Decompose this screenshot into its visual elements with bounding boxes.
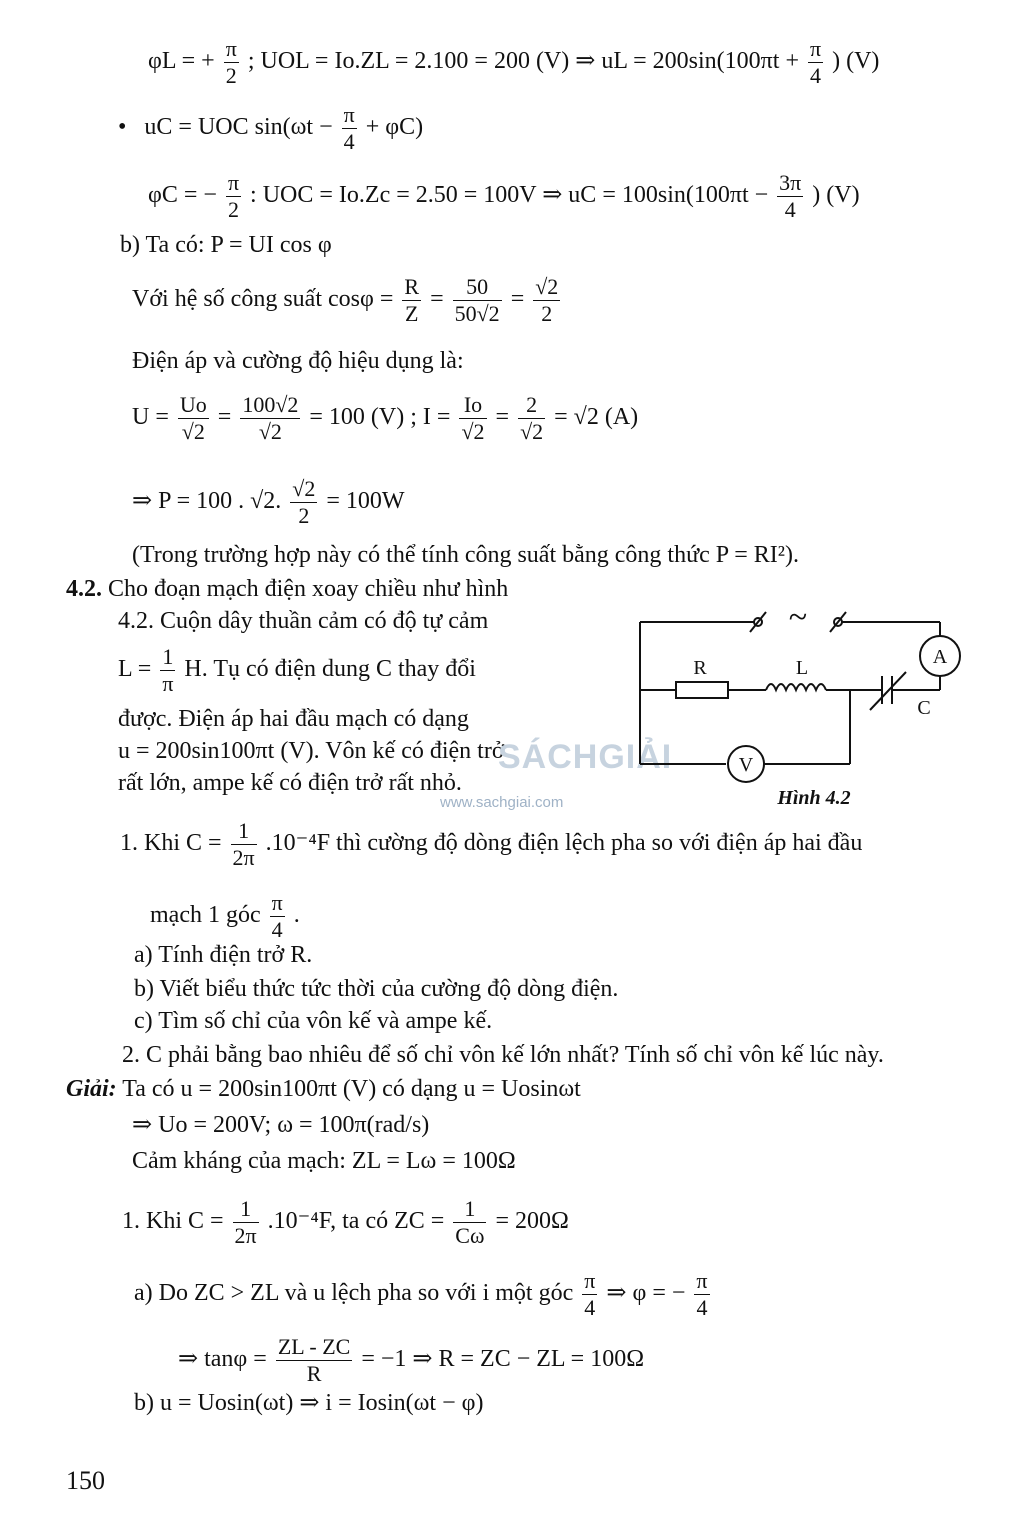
solution-line-6 xyxy=(178,1334,644,1387)
fraction: $\frac{√2}{2}$ xyxy=(292,476,316,528)
ac-source-icon: ~ xyxy=(788,599,808,636)
solution-line-1 xyxy=(66,1074,581,1104)
text: uC = UOC sin(ωt − xyxy=(144,114,333,141)
solution-line-7: b) u = Uosin(ωt) ⇒ i = Iosin(ωt − φ) xyxy=(134,1390,484,1416)
text: U = xyxy=(132,404,169,431)
fraction: $\frac{Io}{√2}$ xyxy=(461,392,485,444)
solution-line-3: Cảm kháng của mạch: ZL = Lω = 100Ω xyxy=(132,1148,516,1174)
fraction: $\frac{\pi}{2}$ xyxy=(225,36,237,88)
fraction: $\frac{\pi}{4}$ xyxy=(584,1268,596,1320)
text: . xyxy=(293,902,300,929)
problem-number: 4.2. xyxy=(66,576,102,602)
question-1c: c) Tìm số chỉ của vôn kế và ampe kế. xyxy=(134,1008,493,1034)
fraction: $\frac{ZL - ZC}{R}$ xyxy=(277,1334,351,1386)
fraction: $\frac{√2}{2}$ xyxy=(535,274,559,326)
text: ; UOL = Io.ZL = 2.100 = 200 (V) ⇒ uL = 200sin(100πt + xyxy=(247,48,799,75)
text: Với hệ số công suất cosφ = xyxy=(132,286,394,313)
page-number: 150 xyxy=(66,1466,105,1495)
problem-4-2-line-5: u = 200sin100πt (V). Vôn kế có điện trở xyxy=(118,738,505,764)
problem-4-2-line-3 xyxy=(118,644,476,697)
text: L = xyxy=(118,656,152,683)
fraction: $\frac{\pi}{4}$ xyxy=(696,1268,708,1320)
solution-label: Giải: xyxy=(66,1076,117,1102)
watermark-brand: SÁCHGIẢI xyxy=(498,738,673,776)
line-power-factor xyxy=(132,274,563,327)
text: H. Tụ có điện dung C thay đổi xyxy=(184,656,476,683)
text: = xyxy=(430,286,444,313)
text: .10⁻⁴F thì cường độ dòng điện lệch pha so với điện áp hai đầu xyxy=(265,830,863,857)
fraction: $\frac{\pi}{4}$ xyxy=(810,36,822,88)
text: = xyxy=(510,286,525,313)
resistor-label: R xyxy=(693,657,707,679)
text: Ta có u = 200sin100πt (V) có dạng u = Uosinωt xyxy=(122,1076,581,1102)
text: φC = − xyxy=(148,182,217,209)
question-1 xyxy=(120,818,862,871)
bullet: • xyxy=(118,114,127,141)
line-power-result xyxy=(132,476,405,529)
fraction: $\frac{\pi}{4}$ xyxy=(343,102,355,154)
line-uC-expression xyxy=(118,102,423,155)
line-rms-values xyxy=(132,392,638,445)
fraction: $\frac{\pi}{2}$ xyxy=(227,170,240,222)
text: 1. Khi C = xyxy=(122,1208,224,1235)
question-1b: b) Viết biểu thức tức thời của cường độ dòng điện. xyxy=(134,976,619,1002)
solution-line-4 xyxy=(122,1196,569,1249)
text: = −1 ⇒ R = ZC − ZL = 100Ω xyxy=(361,1346,645,1373)
fraction: $\frac{1}{C\omega}$ xyxy=(455,1196,485,1248)
fraction: $\frac{Uo}{√2}$ xyxy=(179,392,207,444)
text: = xyxy=(495,404,510,431)
fraction: $\frac{\pi}{4}$ xyxy=(271,890,283,942)
fraction: $\frac{2}{√2}$ xyxy=(520,392,544,444)
fraction: $\frac{1}{2\pi}$ xyxy=(232,818,255,870)
text: ) (V) xyxy=(832,48,880,75)
ammeter-label: A xyxy=(932,646,948,668)
fraction: $\frac{R}{Z}$ xyxy=(404,274,420,326)
fraction: $\frac{50}{50√2}$ xyxy=(454,274,500,326)
question-1a: a) Tính điện trở R. xyxy=(134,942,313,968)
line-phi-C xyxy=(148,170,860,223)
text: ⇒ tanφ = xyxy=(178,1346,267,1373)
question-2: 2. C phải bằng bao nhiêu để số chỉ vôn kế lớn nhất? Tính số chỉ vôn kế lúc này. xyxy=(122,1042,884,1068)
problem-4-2-line-1 xyxy=(66,574,508,604)
text: ⇒ P = 100 . √2. xyxy=(132,488,282,515)
text: φL = + xyxy=(148,48,215,75)
problem-4-2-line-4: được. Điện áp hai đầu mạch có dạng xyxy=(118,706,469,732)
text: = 100 (V) ; I = xyxy=(309,404,451,431)
problem-4-2-line-2: 4.2. Cuộn dây thuần cảm có độ tự cảm xyxy=(118,608,489,634)
text: a) Do ZC > ZL và u lệch pha so với i một góc xyxy=(134,1280,574,1307)
text: = 100W xyxy=(326,488,405,515)
text: ) (V) xyxy=(812,182,860,209)
solution-line-5 xyxy=(134,1268,713,1321)
fraction: $\frac{3\pi}{4}$ xyxy=(779,170,802,222)
inductor-label: L xyxy=(795,657,809,679)
text: .10⁻⁴F, ta có ZC = xyxy=(267,1208,445,1235)
text: : UOC = Io.Zc = 2.50 = 100V ⇒ uC = 100sin(100πt − xyxy=(250,182,769,209)
text: 1. Khi C = xyxy=(120,830,222,857)
fraction: $\frac{100√2}{√2}$ xyxy=(242,392,299,444)
text: = √2 (A) xyxy=(554,404,639,431)
line-phi-L xyxy=(148,36,879,89)
text: + φC) xyxy=(365,114,424,141)
problem-4-2-line-6: rất lớn, ampe kế có điện trở rất nhỏ. xyxy=(118,770,462,796)
circuit-diagram xyxy=(630,592,970,812)
fraction: $\frac{1}{2\pi}$ xyxy=(234,1196,257,1248)
figure-caption: Hình 4.2 xyxy=(777,787,851,809)
line-power-formula: b) Ta có: P = UI cos φ xyxy=(120,232,332,258)
text: Cho đoạn mạch điện xoay chiều như hình xyxy=(108,576,509,602)
question-1-cont xyxy=(150,890,300,943)
text: ⇒ φ = − xyxy=(606,1280,686,1307)
fraction: $\frac{1}{\pi}$ xyxy=(162,644,174,696)
line-rms-heading: Điện áp và cường độ hiệu dụng là: xyxy=(132,348,464,374)
text: = xyxy=(217,404,232,431)
capacitor-label: C xyxy=(917,697,931,719)
text: = 200Ω xyxy=(495,1208,569,1235)
watermark-url: www.sachgiai.com xyxy=(440,794,564,811)
voltmeter-label: V xyxy=(738,754,754,776)
line-power-note: (Trong trường hợp này có thể tính công suất bằng công thức P = RI²). xyxy=(132,542,799,568)
text: mạch 1 góc xyxy=(150,902,261,929)
solution-line-2: ⇒ Uo = 200V; ω = 100π(rad/s) xyxy=(132,1112,430,1138)
